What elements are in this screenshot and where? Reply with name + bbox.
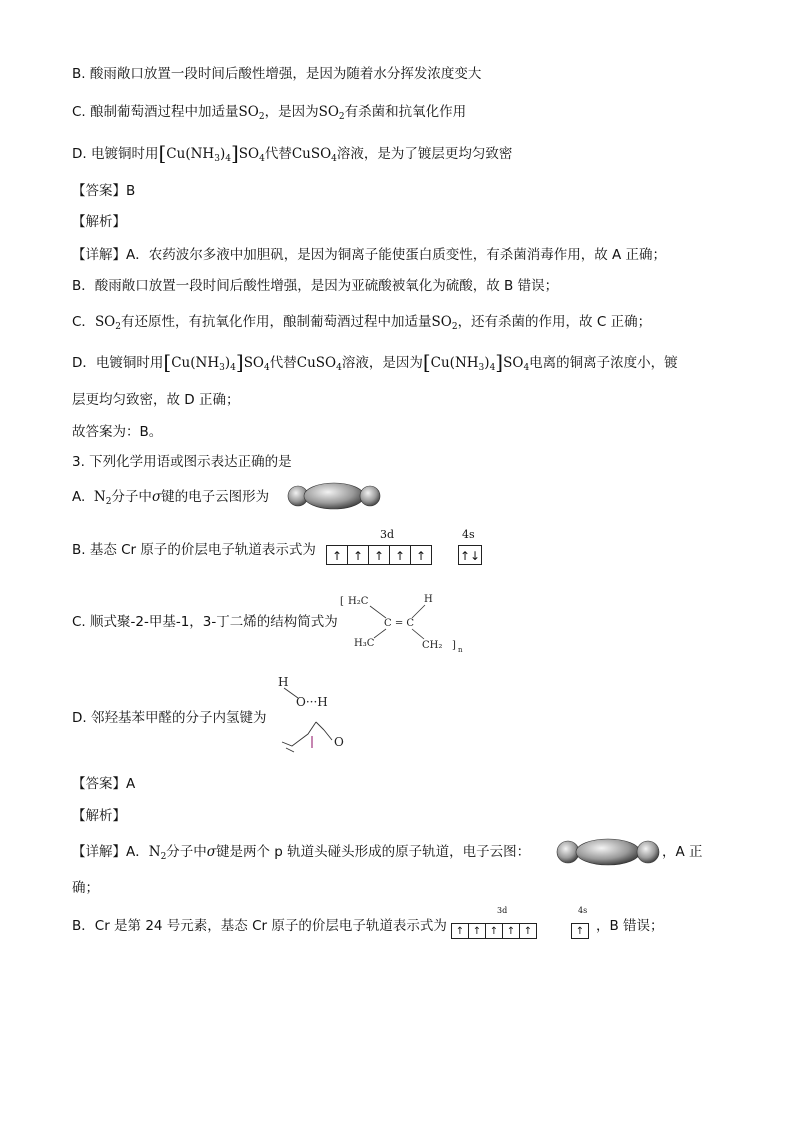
atom-h: H (424, 594, 433, 605)
conclusion-text: 故答案为：B。 (72, 424, 163, 440)
question-3-stem: 3. 下列化学用语或图示表达正确的是 (72, 454, 292, 470)
atom-h2c: H₂C (348, 596, 369, 607)
formula-so2: $SO_2$ (94, 314, 121, 332)
formula-cu-complex: $[Cu(NH_3)_4]SO_4$ (158, 141, 265, 165)
atom-oh: O···H (296, 695, 328, 709)
orbital-box: ↑ (485, 923, 503, 939)
formula-n2: $N_2$ (148, 844, 167, 862)
detail-b-text: B．酸雨敞口放置一段时间后酸性增强，是因为亚硫酸被氧化为硫酸，故 B 错误； (72, 278, 559, 294)
answer-label-2: 【答案】A (72, 776, 136, 792)
detail-c-text: C．$SO_2$有还原性，有抗氧化作用，酿制葡萄酒过程中加适量$SO_2$，还有杀菌的作用，故 C 正确； (72, 314, 652, 332)
detail-d-cont: 层更均匀致密，故 D 正确； (72, 392, 240, 408)
ring-bonds (282, 722, 316, 746)
option-b-text: B. 酸雨敞口放置一段时间后酸性增强，是因为随着水分挥发浓度变大 (72, 66, 482, 82)
orbital-diagram-3d-small (452, 919, 537, 939)
orbital-box: ↑ (389, 545, 411, 565)
atom-h: H (278, 675, 289, 689)
bond (412, 605, 425, 618)
orbital-center (304, 483, 364, 509)
formula-cuso4: CuSO$_4$ (296, 355, 342, 373)
bracket-left: [ (340, 596, 344, 607)
formula-cu-complex: $[Cu(NH_3)_4]SO_4$ (163, 350, 270, 374)
detail-a-text: 【详解】A．农药波尔多液中加胆矾，是因为铜离子能使蛋白质变性，有杀菌消毒作用，故 A 正确； (72, 247, 667, 263)
label-3d: 3d (380, 528, 395, 541)
label-4s: 4s (462, 528, 475, 541)
formula-so2: $SO_2$ (431, 314, 458, 332)
orbital-box: ↑ (368, 545, 390, 565)
orbital-box: ↑ (502, 923, 520, 939)
double-bond-cc: C = C (384, 618, 415, 629)
sigma-symbol: σ (151, 489, 162, 505)
atom-h3c: H₃C (354, 638, 375, 649)
orbital-box: ↑ (347, 545, 369, 565)
formula-cuso4: CuSO$_4$ (291, 146, 337, 164)
option-d-text (72, 143, 512, 164)
formula-n2: $N_2$ (93, 489, 112, 507)
q3-option-c: C. 顺式聚-2-甲基-1，3-丁二烯的结构简式为 (72, 614, 338, 630)
q3-option-d: D. 邻羟基苯甲醛的分子内氢键为 (72, 710, 267, 726)
subscript-n: n (458, 646, 463, 652)
q3-option-a: A. $N_2$分子中σ键的电子云图形为 (72, 489, 270, 507)
orbital-diagram-4s-small (572, 919, 589, 939)
bond (370, 606, 386, 618)
cis-polyisoprene-structure (340, 590, 470, 652)
option-d-post: 溶液，是为了镀层更均匀致密 (336, 146, 513, 162)
detail-d-text: D．电镀铜时用$[Cu(NH_3)_4]SO_4$代替CuSO$_4$溶液，是因为$[Cu(NH_3)_4]SO_4$电离的铜离子浓度小，镀 (72, 350, 678, 374)
orbital-lobe-right (360, 486, 380, 506)
sigma-symbol: σ (206, 844, 217, 860)
formula-so2: $SO_2$ (318, 104, 345, 122)
sigma-electron-cloud-image (286, 482, 382, 510)
q3-option-b: B. 基态 Cr 原子的价层电子轨道表示式为 (72, 542, 316, 558)
bond (286, 748, 294, 752)
detail2-a-text: 【详解】A．$N_2$分子中σ键是两个 p 轨道头碰头形成的原子轨道，电子云图： (72, 844, 531, 862)
label-4s-small: 4s (578, 906, 588, 915)
option-c-text (72, 102, 466, 122)
bond (412, 629, 424, 639)
answer-label-1: 【答案】B (72, 183, 136, 199)
intramolecular-hbond-structure (272, 672, 352, 754)
option-d-pre: D. 电镀铜时用 (72, 146, 159, 162)
orbital-box: ↑ (468, 923, 486, 939)
option-d-mid: 代替 (264, 146, 292, 162)
detail2-b-text: B．Cr 是第 24 号元素，基态 Cr 原子的价层电子轨道表示式为 (72, 918, 447, 934)
bond (284, 688, 298, 698)
atom-o: O (334, 735, 344, 749)
orbital-box: ↑ (571, 923, 589, 939)
option-c-mid: ，是因为 (264, 104, 319, 120)
option-c-pre: C. 酿制葡萄酒过程中加适量 (72, 104, 239, 120)
option-c-post: 有杀菌和抗氧化作用 (344, 104, 467, 120)
sigma-electron-cloud-image-2 (556, 838, 660, 866)
orbital-center (576, 839, 640, 865)
detail2-a-cont: 确； (72, 880, 99, 896)
formula-cu-complex: $[Cu(NH_3)_4]SO_4$ (422, 350, 530, 374)
orbital-diagram-4s (459, 545, 482, 565)
bond (374, 629, 386, 638)
bracket-right: ] (452, 640, 456, 651)
detail2-b-post: ，B 错误； (596, 918, 664, 934)
atom-ch2: CH₂ (422, 640, 443, 651)
formula-so2: $SO_2$ (238, 104, 265, 122)
analysis-label-1: 【解析】 (72, 214, 126, 230)
analysis-label-2: 【解析】 (72, 808, 126, 824)
orbital-box: ↑ (451, 923, 469, 939)
detail2-a-post: ，A 正 (662, 844, 703, 860)
bond (316, 722, 324, 730)
orbital-diagram-3d (327, 545, 432, 565)
orbital-lobe-right (637, 841, 659, 863)
orbital-box: ↑↓ (458, 545, 482, 565)
orbital-box: ↑ (519, 923, 537, 939)
orbital-box: ↑ (326, 545, 348, 565)
orbital-box: ↑ (410, 545, 432, 565)
bond (324, 730, 332, 740)
label-3d-small: 3d (497, 906, 508, 915)
